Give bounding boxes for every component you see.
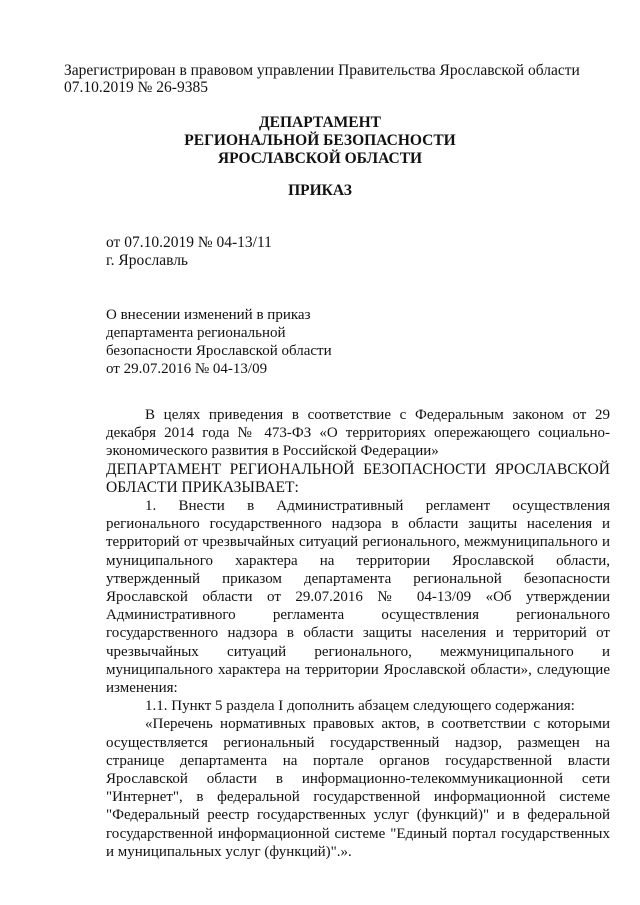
subject-line-3: безопасности Ярославской области <box>106 343 332 359</box>
item-1-paragraph: 1. Внести в Административный регламент осуществления регионального государственного надзора в области защиты населения и территорий от чрезвычайных ситуаций регионального, межмуниципального и муниципального характера на территории Ярославской области, утвержденный приказом департамента региональной безопасности Ярославской области от 29.07.2016 № 04-13/09 «Об утверждении Административного регламента осуществления регионального государственного надзора в области защиты населения и территорий от чрезвычайных ситуаций регионального, межмуниципального и муниципального характера на территории Ярославской области», следующие изменения: <box>106 498 610 697</box>
department-header <box>0 114 640 168</box>
decree-paragraph: ДЕПАРТАМЕНТ РЕГИОНАЛЬНОЙ БЕЗОПАСНОСТИ ЯРОСЛАВСКОЙ ОБЛАСТИ ПРИКАЗЫВАЕТ: <box>106 460 610 496</box>
preamble-paragraph: В целях приведения в соответствие с Федеральным законом от 29 декабря 2014 года № 473-ФЗ «О территориях опережающего социально-экономического развития в Российской Федерации» <box>106 407 610 460</box>
subject-line-4: от 29.07.2016 № 04-13/09 <box>106 361 268 377</box>
registration-line-1: Зарегистрирован в правовом управлении Правительства Ярославской области <box>64 62 580 79</box>
order-body <box>106 406 610 861</box>
header-line-3: ЯРОСЛАВСКОЙ ОБЛАСТИ <box>217 150 423 167</box>
registration-line-2: 07.10.2019 № 26-9385 <box>64 79 208 96</box>
subject-line-1: О внесении изменений в приказ <box>106 307 311 323</box>
order-date-number: от 07.10.2019 № 04-13/11 <box>106 234 272 251</box>
quote-paragraph: «Перечень нормативных правовых актов, в соответствии с которыми осуществляется региональный государственный надзор, размещен на странице департамента на портале органов государственной власти Ярославской области в информационно-телекоммуникационной сети "Интернет", в федеральной государственной информационной системе "Федеральный реестр государственных услуг (функций)" и в федеральной государственной информационной системе "Единый портал государственных и муниципальных услуг (функций)".». <box>106 716 610 860</box>
registration-note <box>64 62 610 96</box>
header-line-1: ДЕПАРТАМЕНТ <box>258 114 382 131</box>
header-line-2: РЕГИОНАЛЬНОЙ БЕЗОПАСНОСТИ <box>184 132 456 149</box>
order-title: ПРИКАЗ <box>288 182 352 199</box>
subject-line-2: департамента региональной <box>106 325 286 341</box>
order-meta <box>106 234 272 270</box>
item-1-1-paragraph: 1.1. Пункт 5 раздела I дополнить абзацем следующего содержания: <box>145 698 575 715</box>
order-city: г. Ярославль <box>106 252 188 269</box>
order-subject <box>106 306 332 378</box>
